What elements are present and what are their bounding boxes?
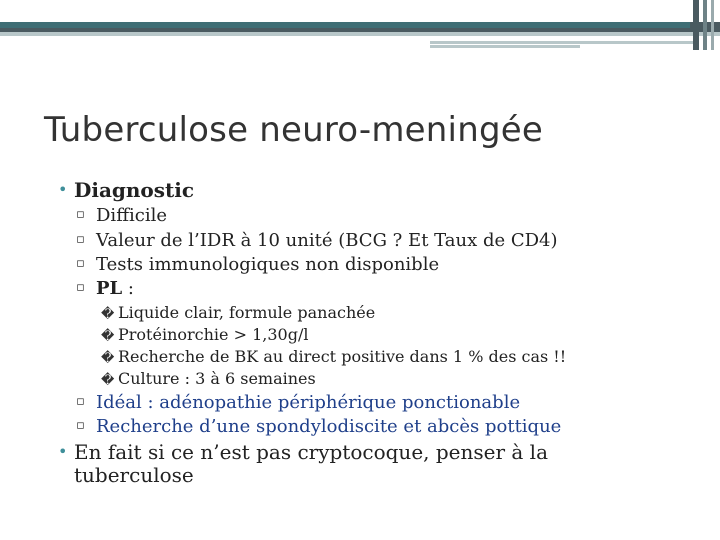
square-bullet-icon: ▫ <box>76 394 85 409</box>
unrecognized-glyph-icon: � <box>101 329 115 344</box>
conclusion-line-1: En fait si ce n’est pas cryptocoque, penser à la <box>74 440 549 464</box>
pl-detail <box>101 347 566 366</box>
pl-suffix: : <box>122 278 134 299</box>
pl-detail-text: Culture : 3 à 6 semaines <box>118 369 316 388</box>
unrecognized-glyph-icon: � <box>101 351 115 366</box>
pl-detail <box>101 369 316 388</box>
sub-item-text: Valeur de l’IDR à 10 unité (BCG ? Et Taux de CD4) <box>96 230 558 251</box>
square-bullet-icon: ▫ <box>76 418 85 433</box>
header-bar-light <box>0 32 720 36</box>
right-stripe-3 <box>711 0 714 50</box>
right-stripe <box>693 0 699 50</box>
pl-label: PL <box>96 278 123 299</box>
sub-item-text: Tests immunologiques non disponible <box>96 254 440 275</box>
round-bullet-icon: • <box>58 442 68 461</box>
pl-detail-text: Protéinorchie > 1,30g/l <box>118 325 309 344</box>
pl-detail-text: Liquide clair, formule panachée <box>118 303 376 322</box>
header-thin-line <box>430 41 695 44</box>
ideal-prefix: Idéal : <box>96 392 160 413</box>
ideal-text: adénopathie périphérique ponctionable <box>159 392 521 413</box>
round-bullet-icon: • <box>58 180 68 199</box>
pl-detail-text: Recherche de BK au direct positive dans 1 % des cas !! <box>118 347 567 366</box>
square-bullet-icon: ▫ <box>76 280 85 295</box>
pl-detail <box>101 303 375 322</box>
square-bullet-icon: ▫ <box>76 232 85 247</box>
diagnostic-label: Diagnostic <box>74 178 195 202</box>
unrecognized-glyph-icon: � <box>101 307 115 322</box>
slide-title: Tuberculose neuro-meningée <box>44 110 543 150</box>
header-bar-accent <box>0 22 690 28</box>
recherche-text: Recherche d’une spondylodiscite et abcès pottique <box>96 416 562 437</box>
conclusion-line-2: tuberculose <box>74 463 194 487</box>
right-stripe-2 <box>703 0 707 50</box>
unrecognized-glyph-icon: � <box>101 373 115 388</box>
pl-detail <box>101 325 308 344</box>
header-thin-line-2 <box>430 45 580 48</box>
square-bullet-icon: ▫ <box>76 207 85 222</box>
square-bullet-icon: ▫ <box>76 256 85 271</box>
sub-item-text: Difficile <box>96 205 167 226</box>
